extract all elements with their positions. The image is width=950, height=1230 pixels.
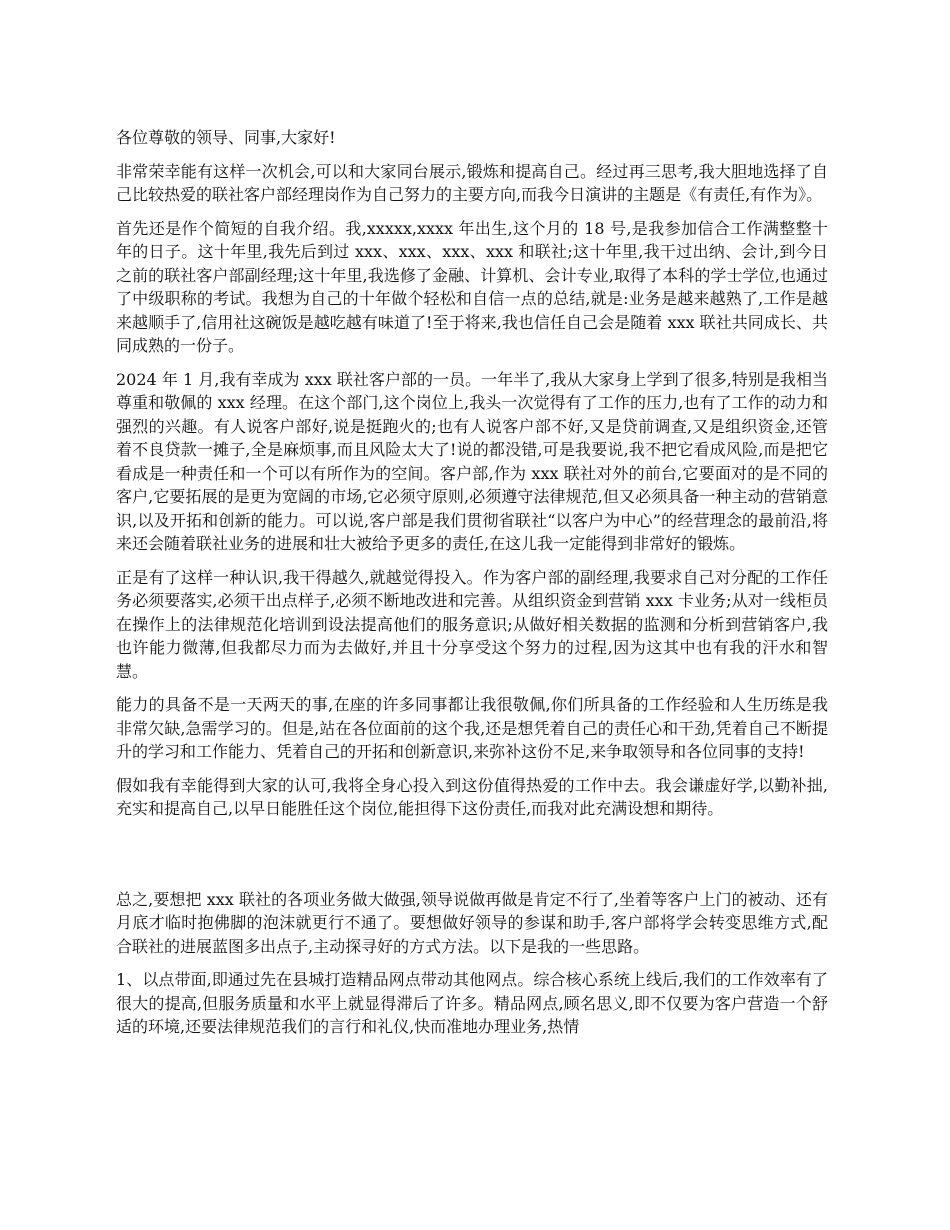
section-gap xyxy=(116,831,828,888)
paragraph-intro: 非常荣幸能有这样一次机会,可以和大家同台展示,锻炼和提高自己。经过再三思考,我大胆地选择了自己比较热爱的联社客户部经理岗作为自己努力的主要方向,而我今日演讲的主题是《有责任,有作为》。 xyxy=(116,161,828,204)
paragraph-summary: 总之,要想把 xxx 联社的各项业务做大做强,领导说做再做是肯定不行了,坐着等客户上门的被动、还有月底才临时抱佛脚的泡沫就更行不通了。要想做好领导的参谋和助手,客户部将学会转变思维方式,配合联社的进展蓝图多出点子,主动探寻好的方式方法。以下是我的一些思路。 xyxy=(116,889,828,956)
paragraph-expectation: 假如我有幸能得到大家的认可,我将全身心投入到这份值得热爱的工作中去。我会谦虚好学,以勤补拙,充实和提高自己,以早日能胜任这个岗位,能担得下这份责任,而我对此充满设想和期待。 xyxy=(116,775,828,818)
paragraph-customer-department: 2024 年 1 月,我有幸成为 xxx 联社客户部的一员。一年半了,我从大家身上学到了很多,特别是我相当尊重和敬佩的 xxx 经理。在这个部门,这个岗位上,我头一次觉得有了工作的压力,也有了工作的动力和强烈的兴趣。有人说客户部好,说是挺跑火的;也有人说客户部不好,又是贷前调查,又是组织资金,还管着不良贷款一摊子,全是麻烦事,而且风险太大了!说的都没错,可是我要说,我不把它看成风险,而是把它看成是一种责任和一个可以有所作为的空间。客户部,作为 xxx 联社对外的前台,它要面对的是不同的客户,它要拓展的是更为宽阔的市场,它必须守原则,必须遵守法律规范,但又必须具备一种主动的营销意识,以及开拓和创新的能力。可以说,客户部是我们贯彻省联社“以客户为中心”的经营理念的最前沿,将来还会随着联社业务的进展和壮大被给予更多的责任,在这儿我一定能得到非常好的锻炼。 xyxy=(116,369,828,553)
document-page xyxy=(116,126,828,1049)
paragraph-point-one: 1、以点带面,即通过先在县城打造精品网点带动其他网点。综合核心系统上线后,我们的工作效率有了很大的提高,但服务质量和水平上就显得滞后了许多。精品网点,顾名思义,即不仅要为客户营造一个舒适的环境,还要法律规范我们的言行和礼仪,快而准地办理业务,热情 xyxy=(116,970,828,1036)
paragraph-self-introduction: 首先还是作个简短的自我介绍。我,xxxxx,xxxx 年出生,这个月的 18 号,是我参加信合工作满整整十年的日子。这十年里,我先后到过 xxx、xxx、xxx、xxx 和联社;这十年里,我干过出纳、会计,到今日之前的联社客户部副经理;这十年里,我选修了金融、计算机、会计专业,取得了本科的学士学位,也通过了中级职称的考试。我想为自己的十年做个轻松和自信一点的总结,就是:业务是越来越熟了,工作是越来越顺手了,信用社这碗饭是越吃越有味道了!至于将来,我也信任自己会是随着 xxx 联社共同成长、共同成熟的一份子。 xyxy=(116,218,828,355)
paragraph-work-commitment: 正是有了这样一种认识,我干得越久,就越觉得投入。作为客户部的副经理,我要求自己对分配的工作任务必须要落实,必须干出点样子,必须不断地改进和完善。从组织资金到营销 xxx 卡业务;从对一线柜员在操作上的法律规范化培训到设法提高他们的服务意识;从做好相关数据的监测和分析到营销客户,我也许能力微薄,但我都尽力而为去做好,并且十分享受这个努力的过程,因为这其中也有我的汗水和智慧。 xyxy=(116,567,828,681)
paragraph-ability: 能力的具备不是一天两天的事,在座的许多同事都让我很敬佩,你们所具备的工作经验和人生历练是我非常欠缺,急需学习的。但是,站在各位面前的这个我,还是想凭着自己的责任心和干劲,凭着自己不断提升的学习和工作能力、凭着自己的开拓和创新意识,来弥补这份不足,来争取领导和各位同事的支持! xyxy=(116,695,828,761)
greeting-line: 各位尊敬的领导、同事,大家好! xyxy=(116,128,336,147)
